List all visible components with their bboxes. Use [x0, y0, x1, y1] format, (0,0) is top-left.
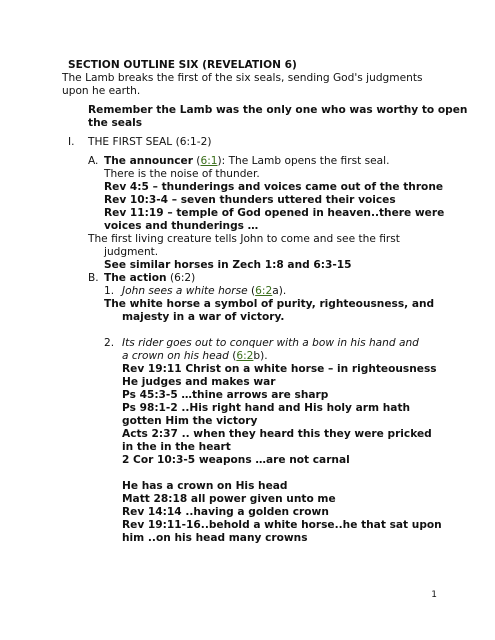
remember-note: Remember the Lamb was the only one who was worthy to open [88, 104, 468, 116]
outline-letter-b: B. [88, 272, 99, 284]
verse-line: gotten Him the victory [122, 415, 258, 427]
verse-line: He judges and makes war [122, 376, 276, 388]
action-ref: (6:2) [166, 272, 196, 284]
scripture-link[interactable]: 6:2 [255, 285, 273, 297]
crown-line: He has a crown on His head [122, 480, 288, 492]
verse-line: Rev 11:19 – temple of God opened in heaven..there were [104, 207, 445, 219]
announcer-label: The announcer [104, 155, 193, 167]
body-line: The first living creature tells John to come and see the first [88, 233, 400, 245]
remember-note: the seals [88, 117, 143, 129]
paren-open: ( [228, 350, 237, 362]
crown-line: Matt 28:18 all power given unto me [122, 493, 336, 505]
item-1-desc: The white horse a symbol of purity, righteousness, and [104, 298, 435, 310]
verse-line: 2 Cor 10:3-5 weapons …are not carnal [122, 454, 350, 466]
crown-line: Rev 19:11-16..behold a white horse..he that sat upon [122, 519, 442, 531]
announcer-text: ): The Lamb opens the first seal. [217, 155, 390, 167]
action-line [104, 272, 195, 285]
item-1-desc: majesty in a war of victory. [122, 311, 285, 323]
crown-line: Rev 14:14 ..having a golden crown [122, 506, 329, 518]
item-1-line [122, 285, 286, 298]
intro-line: The Lamb breaks the first of the six seals, sending God's judgments [62, 72, 423, 84]
verse-line: Ps 45:3-5 …thine arrows are sharp [122, 389, 329, 401]
verse-line: Ps 98:1-2 ..His right hand and His holy arm hath [122, 402, 411, 414]
paren-open: ( [192, 155, 201, 167]
verse-line: Acts 2:37 .. when they heard this they were pricked [122, 428, 432, 440]
item-number: 1. [104, 285, 115, 297]
crown-line: him ..on his head many crowns [122, 532, 308, 544]
item-2-line [122, 350, 268, 363]
verse-line: voices and thunderings … [104, 220, 259, 232]
section-heading: SECTION OUTLINE SIX (REVELATION 6) [68, 59, 297, 71]
intro-line: upon he earth. [62, 85, 141, 97]
item-1-text: John sees a white horse [122, 285, 248, 297]
ref-suffix: a). [272, 285, 287, 297]
page-number: 1 [431, 590, 437, 600]
see-similar: See similar horses in Zech 1:8 and 6:3-15 [104, 259, 352, 271]
section-title: THE FIRST SEAL (6:1-2) [88, 136, 212, 148]
ref-suffix: b). [253, 350, 268, 362]
action-label: The action [104, 272, 167, 284]
verse-line: Rev 19:11 Christ on a white horse – in righteousness [122, 363, 437, 375]
paren-open: ( [247, 285, 256, 297]
item-2-text: a crown on his head [122, 350, 229, 362]
item-2-text: Its rider goes out to conquer with a bow in his hand and [122, 337, 419, 349]
outline-letter-a: A. [88, 155, 99, 167]
scripture-link[interactable]: 6:1 [200, 155, 218, 167]
section-number: I. [68, 136, 75, 148]
body-line: judgment. [104, 246, 159, 258]
verse-line: Rev 10:3-4 – seven thunders uttered their voices [104, 194, 396, 206]
item-number: 2. [104, 337, 115, 349]
announcer-line [104, 155, 389, 168]
body-line: There is the noise of thunder. [104, 168, 260, 180]
verse-line: Rev 4:5 – thunderings and voices came out of the throne [104, 181, 444, 193]
scripture-link[interactable]: 6:2 [236, 350, 254, 362]
verse-line: in the in the heart [122, 441, 231, 453]
